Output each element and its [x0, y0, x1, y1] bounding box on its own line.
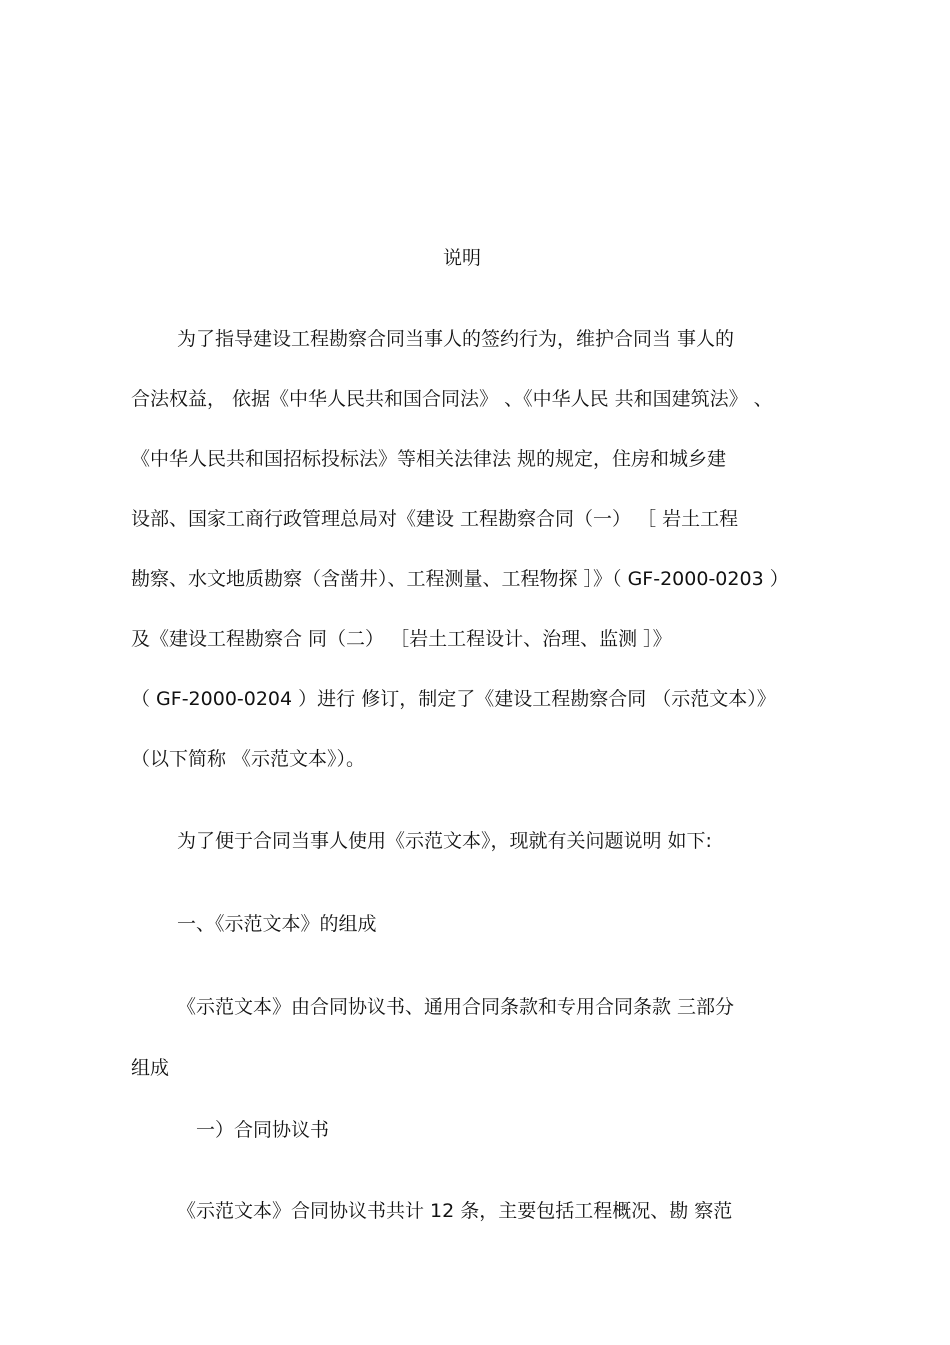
subsection-heading: 一）合同协议书: [196, 1119, 330, 1141]
paragraph-line: （ GF-2000-0204 ）进行 修订，制定了《建设工程勘察合同 （示范文本）》: [131, 688, 776, 710]
paragraph-line: 为了便于合同当事人使用《示范文本》，现就有关问题说明 如下:: [177, 830, 712, 852]
paragraph-line: （以下简称 《示范文本》）。: [131, 748, 366, 770]
document-title: 说明: [443, 247, 482, 269]
paragraph-line: 勘察、水文地质勘察（含凿井）、工程测量、工程物探 ］》（ GF-2000-0203 ）: [131, 568, 789, 590]
paragraph-line: 《中华人民共和国招标投标法》等相关法律法 规的规定，住房和城乡建: [131, 448, 727, 470]
paragraph-line: 合法权益， 依据《中华人民共和国合同法》 、《中华人民 共和国建筑法》 、: [131, 388, 773, 410]
paragraph-line: 组成: [131, 1057, 170, 1079]
paragraph-line: 设部、国家工商行政管理总局对《建设 工程勘察合同（一） ［ 岩土工程: [131, 508, 739, 530]
paragraph-line: 为了指导建设工程勘察合同当事人的签约行为，维护合同当 事人的: [177, 328, 735, 350]
paragraph-line: 及《建设工程勘察合 同（二） ［岩土工程设计、治理、监测 ］》: [131, 628, 672, 650]
paragraph-line: 《示范文本》合同协议书共计 12 条，主要包括工程概况、勘 察范: [177, 1200, 733, 1222]
section-heading: 一、《示范文本》的组成: [177, 913, 377, 935]
paragraph-line: 《示范文本》由合同协议书、通用合同条款和专用合同条款 三部分: [177, 996, 735, 1018]
